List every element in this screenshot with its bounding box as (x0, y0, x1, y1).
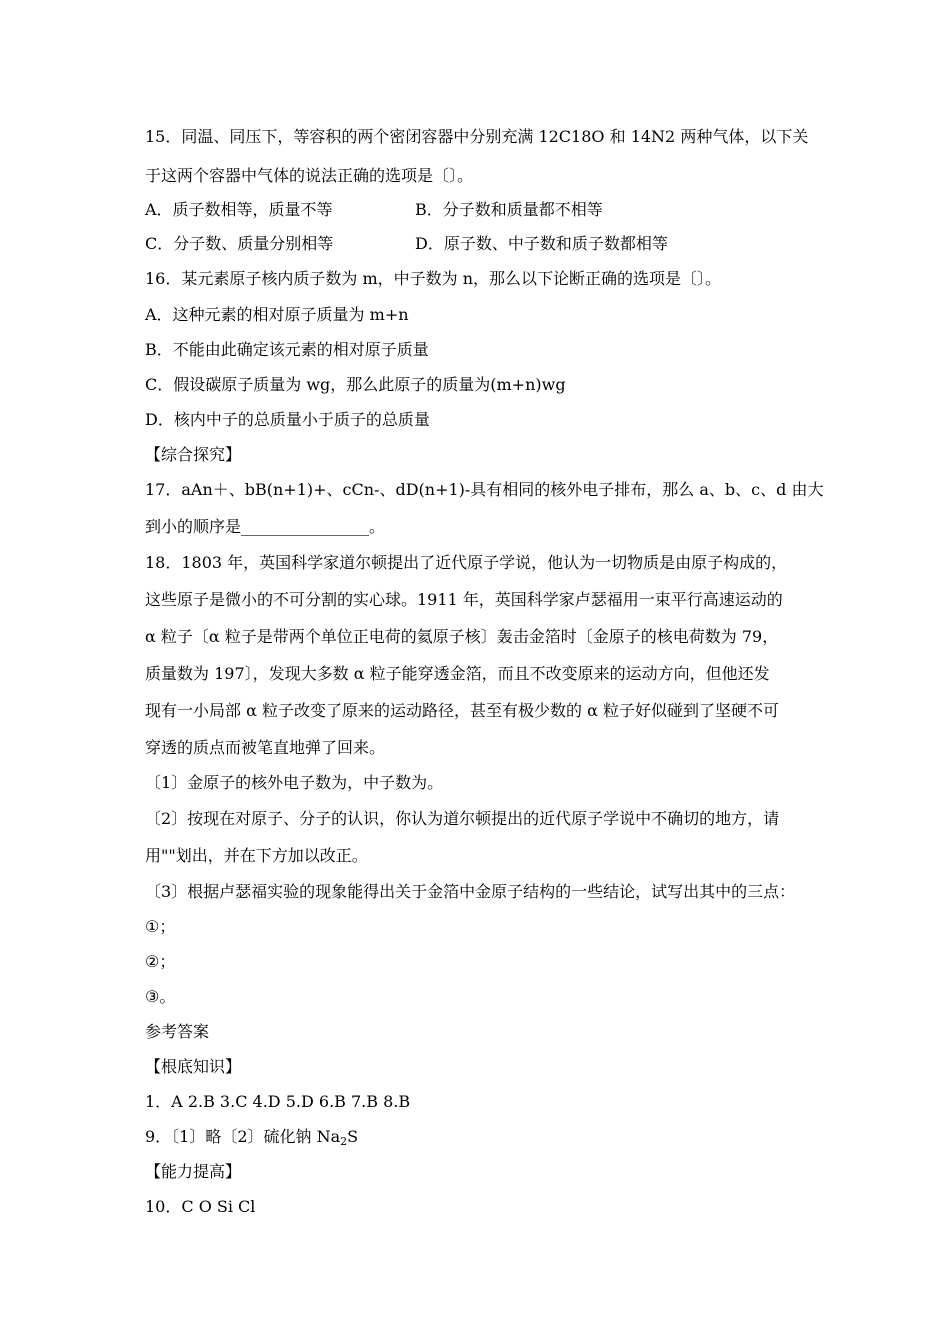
answers-9-subscript: 2 (340, 1135, 348, 1148)
q18-sub3: 〔3〕根据卢瑟福实验的现象能得出关于金箔中金原子结构的一些结论，试写出其中的三点： (145, 882, 796, 901)
q16-line1: 16．某元素原子核内质子数为 m，中子数为 n，那么以下论断正确的选项是〔〕。 (145, 269, 722, 288)
q18-line6: 穿透的质点而被笔直地弹了回来。 (145, 738, 386, 757)
q16-option-b: B．不能由此确定该元素的相对原子质量 (145, 340, 429, 359)
answers-10: 10．C O Si Cl (145, 1197, 256, 1216)
q15-option-d: D．原子数、中子数和质子数都相等 (415, 234, 668, 253)
q16-option-c: C．假设碳原子质量为 wg，那么此原子的质量为(m+n)wg (145, 375, 566, 394)
q18-sub2-line2: 用""划出，并在下方加以改正。 (145, 846, 368, 865)
q15-options-ab (145, 199, 603, 221)
q18-point1: ①； (145, 917, 176, 936)
q15-option-a: A．质子数相等，质量不等 (145, 200, 333, 219)
q17-line2: 到小的顺序是________________。 (145, 517, 386, 536)
section-basic-heading: 【根底知识】 (145, 1057, 242, 1076)
answers-1-8: 1．A 2.B 3.C 4.D 5.D 6.B 7.B 8.B (145, 1092, 411, 1111)
answers-title: 参考答案 (145, 1022, 210, 1041)
q16-option-a: A．这种元素的相对原子质量为 m+n (145, 305, 409, 324)
answers-9-prefix: 9．〔1〕略〔2〕硫化钠 Na (145, 1127, 341, 1146)
q15-options-cd (145, 233, 668, 255)
q15-option-b: B．分子数和质量都不相等 (415, 200, 603, 219)
q18-sub1: 〔1〕金原子的核外电子数为，中子数为。 (145, 773, 444, 792)
answers-9 (145, 1126, 358, 1153)
q18-line2: 这些原子是微小的不可分割的实心球。1911 年，英国科学家卢瑟福用一束平行高速运动的 (145, 590, 783, 609)
q18-line3: α 粒子〔α 粒子是带两个单位正电荷的氦原子核〕轰击金箔时〔金原子的核电荷数为 79， (145, 627, 779, 646)
q18-line5: 现有一小局部 α 粒子改变了原来的运动路径，甚至有极少数的 α 粒子好似碰到了坚硬不可 (145, 701, 779, 720)
section-ability-heading: 【能力提高】 (145, 1162, 242, 1181)
q17-line1: 17．aAn＋、bB(n+1)+、cCn-、dD(n+1)-具有相同的核外电子排布，那么 a、b、c、d 由大 (145, 480, 824, 499)
q15-line2: 于这两个容器中气体的说法正确的选项是〔〕。 (145, 166, 474, 185)
q16-option-d: D．核内中子的总质量小于质子的总质量 (145, 410, 430, 429)
answers-9-suffix: S (347, 1127, 359, 1146)
q15-line1: 15．同温、同压下，等容积的两个密闭容器中分别充满 12C18O 和 14N2 两种气体，以下关 (145, 127, 809, 146)
q18-line4: 质量数为 197〕，发现大多数 α 粒子能穿透金箔，而且不改变原来的运动方向，但他还发 (145, 664, 770, 683)
q15-option-c: C．分子数、质量分别相等 (145, 234, 334, 253)
q18-line1: 18．1803 年，英国科学家道尔顿提出了近代原子学说，他认为一切物质是由原子构成的， (145, 553, 788, 572)
q18-point2: ②； (145, 952, 176, 971)
section-comprehensive-heading: 【综合探究】 (145, 445, 242, 464)
q18-point3: ③。 (145, 987, 176, 1006)
q18-sub2-line1: 〔2〕按现在对原子、分子的认识，你认为道尔顿提出的近代原子学说中不确切的地方，请 (145, 809, 780, 828)
